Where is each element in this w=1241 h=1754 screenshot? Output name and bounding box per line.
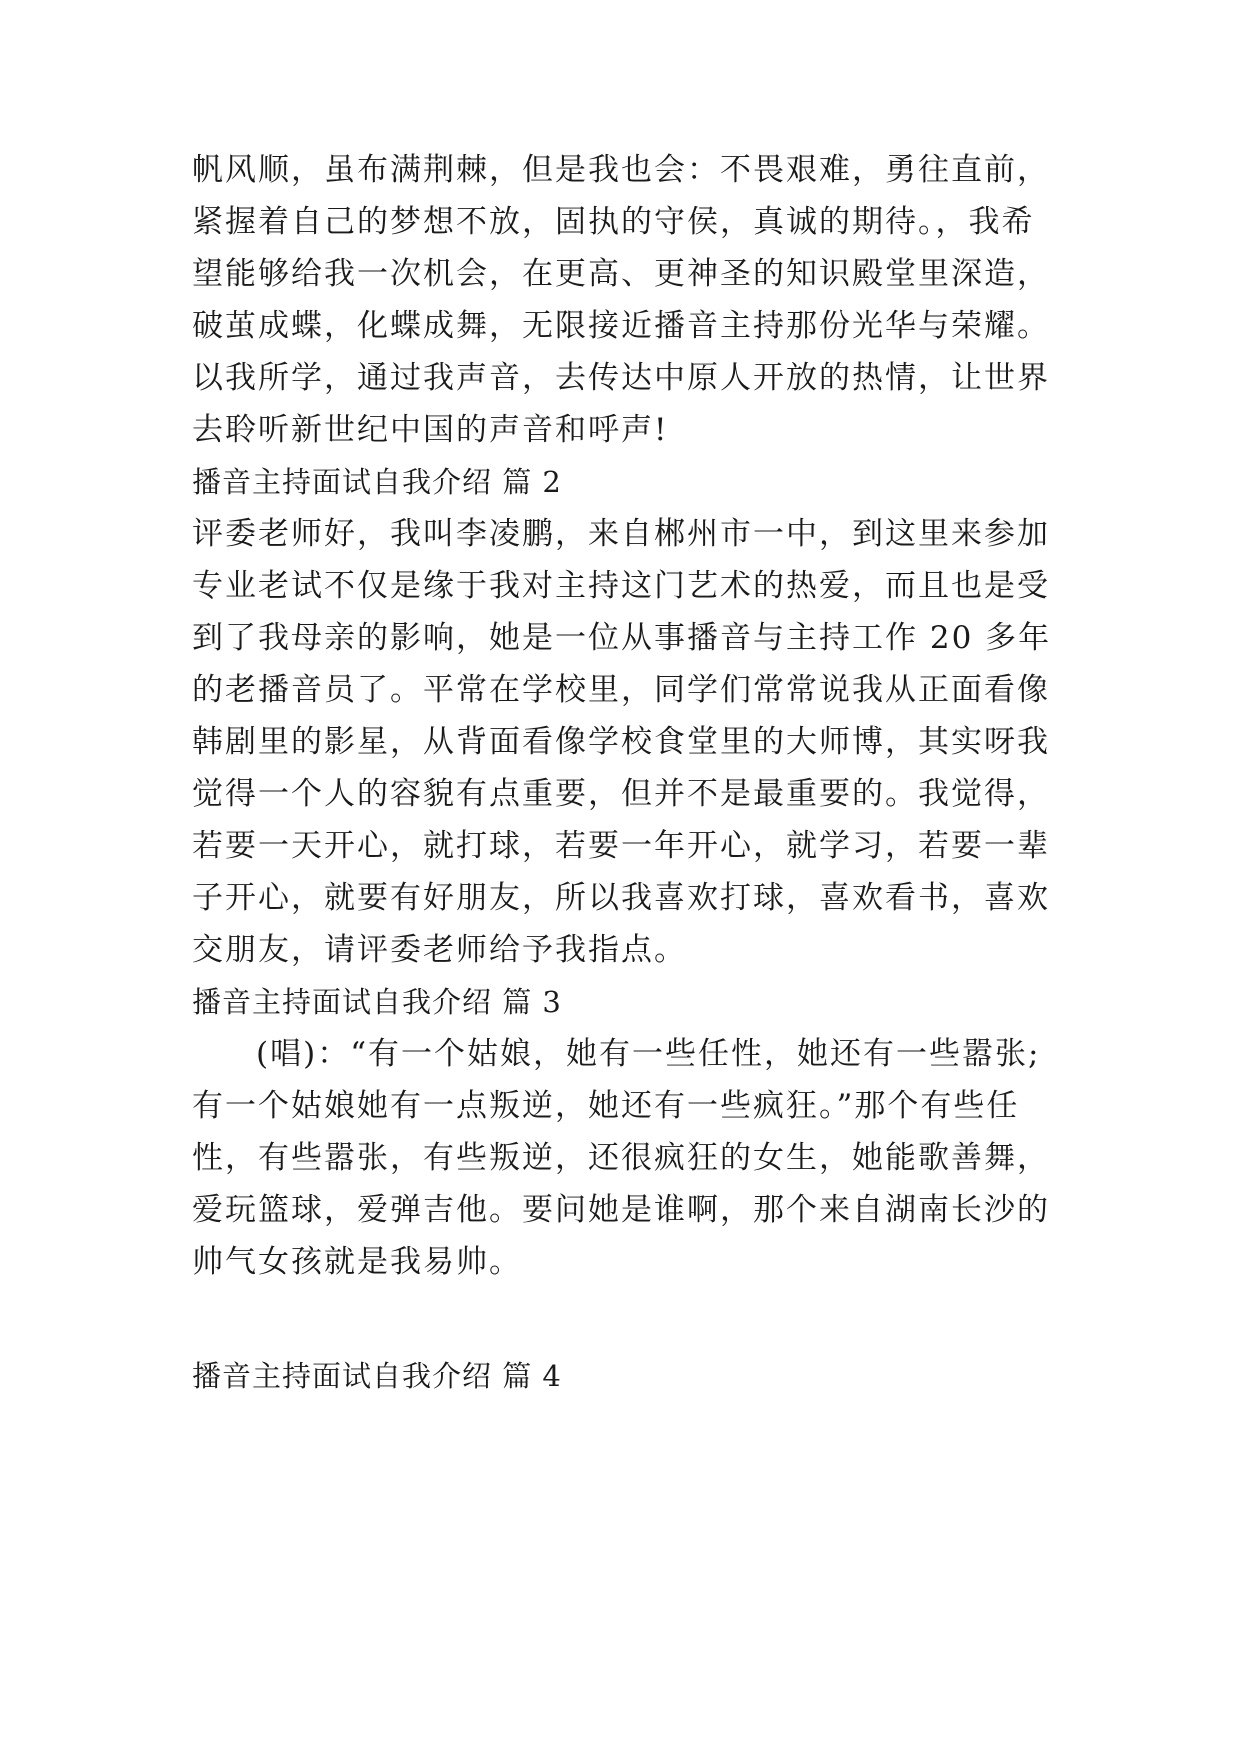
paragraph-line: 子开心，就要有好朋友，所以我喜欢打球，喜欢看书，喜欢 [192,880,1050,916]
paragraph-line: 望能够给我一次机会，在更高、更神圣的知识殿堂里深造， [192,256,1050,292]
paragraph-line: 韩剧里的影星，从背面看像学校食堂里的大师博，其实呀我 [192,724,1050,760]
section-heading: 播音主持面试自我介绍 篇 2 [192,465,562,499]
paragraph-line: 破茧成蝶，化蝶成舞，无限接近播音主持那份光华与荣耀。 [192,308,1050,344]
paragraph-line: 专业老试不仅是缘于我对主持这门艺术的热爱，而且也是受 [192,568,1050,604]
paragraph-line: 交朋友，请评委老师给予我指点。 [192,932,687,968]
paragraph-line: 以我所学，通过我声音，去传达中原人开放的热情，让世界 [192,360,1050,396]
paragraph-line: 帅气女孩就是我易帅。 [192,1244,522,1280]
paragraph-line: 性，有些嚣张，有些叛逆，还很疯狂的女生，她能歌善舞， [192,1140,1050,1176]
paragraph-line: 的老播音员了。平常在学校里，同学们常常说我从正面看像 [192,672,1050,708]
paragraph-line: 觉得一个人的容貌有点重要，但并不是最重要的。我觉得， [192,776,1050,812]
paragraph-line: 有一个姑娘她有一点叛逆，她还有一些疯狂。”那个有些任 [192,1088,1020,1124]
section-heading: 播音主持面试自我介绍 篇 4 [192,1359,562,1393]
paragraph-line: (唱)：“有一个姑娘，她有一些任性，她还有一些嚣张; [256,1036,1041,1072]
paragraph-line: 紧握着自己的梦想不放，固执的守侯，真诚的期待。，我希 [192,204,1035,240]
paragraph-line: 到了我母亲的影响，她是一位从事播音与主持工作 20 多年 [192,620,1052,656]
paragraph-line: 帆风顺，虽布满荆棘，但是我也会：不畏艰难，勇往直前， [192,152,1050,188]
section-heading: 播音主持面试自我介绍 篇 3 [192,985,562,1019]
paragraph-line: 去聆听新世纪中国的声音和呼声! [192,412,669,448]
paragraph-line: 评委老师好，我叫李凌鹏，来自郴州市一中，到这里来参加 [192,516,1050,552]
paragraph-line: 爱玩篮球，爱弹吉他。要问她是谁啊，那个来自湖南长沙的 [192,1192,1050,1228]
paragraph-line: 若要一天开心，就打球，若要一年开心，就学习，若要一辈 [192,828,1050,864]
